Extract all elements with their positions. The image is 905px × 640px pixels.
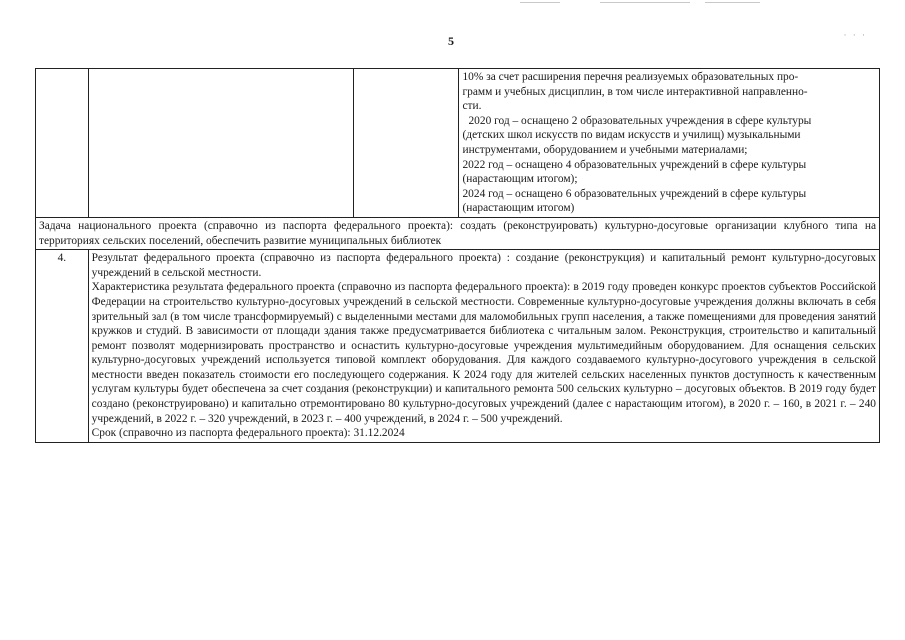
table-row-continuation: [36, 69, 880, 218]
result-description: [88, 250, 879, 443]
scan-artifact-line: [705, 2, 760, 3]
text-line: сти.: [462, 100, 482, 113]
cell-indicator-description: [459, 69, 880, 218]
text-line: 2022 год – оснащено 4 образовательных учреждений в сфере культуры: [462, 158, 807, 171]
text-line: грамм и учебных дисциплин, в том числе интерактивной направленно-: [462, 85, 808, 98]
text-line: 2024 год – оснащено 6 образовательных учреждений в сфере культуры: [462, 187, 807, 200]
scan-artifact-dots: · · ·: [843, 30, 867, 40]
text-line: инструментами, оборудованием и учебными материалами;: [462, 143, 748, 156]
national-project-task: Задача национального проекта (справочно из паспорта федерального проекта): создать (реконструировать) культурно-досуговые организации клубного типа на территориях сельских поселений, обеспечить развитие муниципальных библиотек: [36, 217, 880, 249]
text-line: 2020 год – оснащено 2 образовательных учреждения в сфере культуры: [468, 114, 812, 127]
cell-number: [36, 69, 89, 218]
result-title: Результат федерального проекта (справочно из паспорта федерального проекта) : создание (реконструкция) и капитальный ремонт культурно-досуговых учреждений в сельской местности.: [91, 252, 876, 279]
project-table: [35, 68, 880, 443]
text-line: (нарастающим итогом): [462, 202, 575, 215]
table-row-task: [36, 217, 880, 249]
result-characteristic: Характеристика результата федерального проекта (справочно из паспорта федерального проекта): в 2019 году проведен конкурс проектов субъектов Российской Федерации на строительство культурно-досуговых учреждений в сельской местности. Современные культурно-досуговые учреждения должны включать в себя зрительный зал (в том числе трансформируемый) с выделенными местами для маломобильных групп населения, а также помещениями для проведения занятий кружков и студий. В зависимости от площади здания также предусматривается библиотека с читальным залом. Реконструкция, строительство и капитальный ремонт позволят модернизировать пространство и оснастить культурно-досуговые учреждения мультимедийным оборудованием. Для оснащения сельских культурно-досуговых учреждений используется типовой комплект оборудования. Для каждого создаваемого культурно-досугового учреждения в сельской местности введен показатель стоимости его последующего содержания. К 2024 году для жителей сельских населенных пунктов доступность к качественным услугам культуры будет обеспечена за счет создания (реконструкции) и капитального ремонта 500 сельских культурно – досуговых объектов. В 2019 году будет создано (реконструировано) и капитально отремонтировано 80 культурно-досуговых учреждений (далее с нарастающим итогом), в 2020 г. – 160, в 2021 г. – 240 учреждений, в 2022 г. – 320 учреждений, в 2023 г. – 400 учреждений, в 2024 г. – 500 учреждений.: [91, 281, 876, 425]
cell-empty: [354, 69, 459, 218]
table-row-result-4: [36, 250, 880, 443]
text-line: (нарастающим итогом);: [462, 173, 578, 186]
cell-empty: [88, 69, 353, 218]
scan-artifact-line: [600, 2, 690, 3]
text-line: 10% за счет расширения перечня реализуемых образовательных про-: [462, 71, 799, 83]
text-line: (детских школ искусств по видам искусств и училищ) музыкальными: [462, 129, 801, 142]
result-deadline: Срок (справочно из паспорта федерального проекта): 31.12.2024: [91, 427, 405, 440]
page-number: 5: [448, 34, 454, 48]
row-number: 4.: [36, 250, 89, 443]
scan-artifact-line: [520, 2, 560, 3]
